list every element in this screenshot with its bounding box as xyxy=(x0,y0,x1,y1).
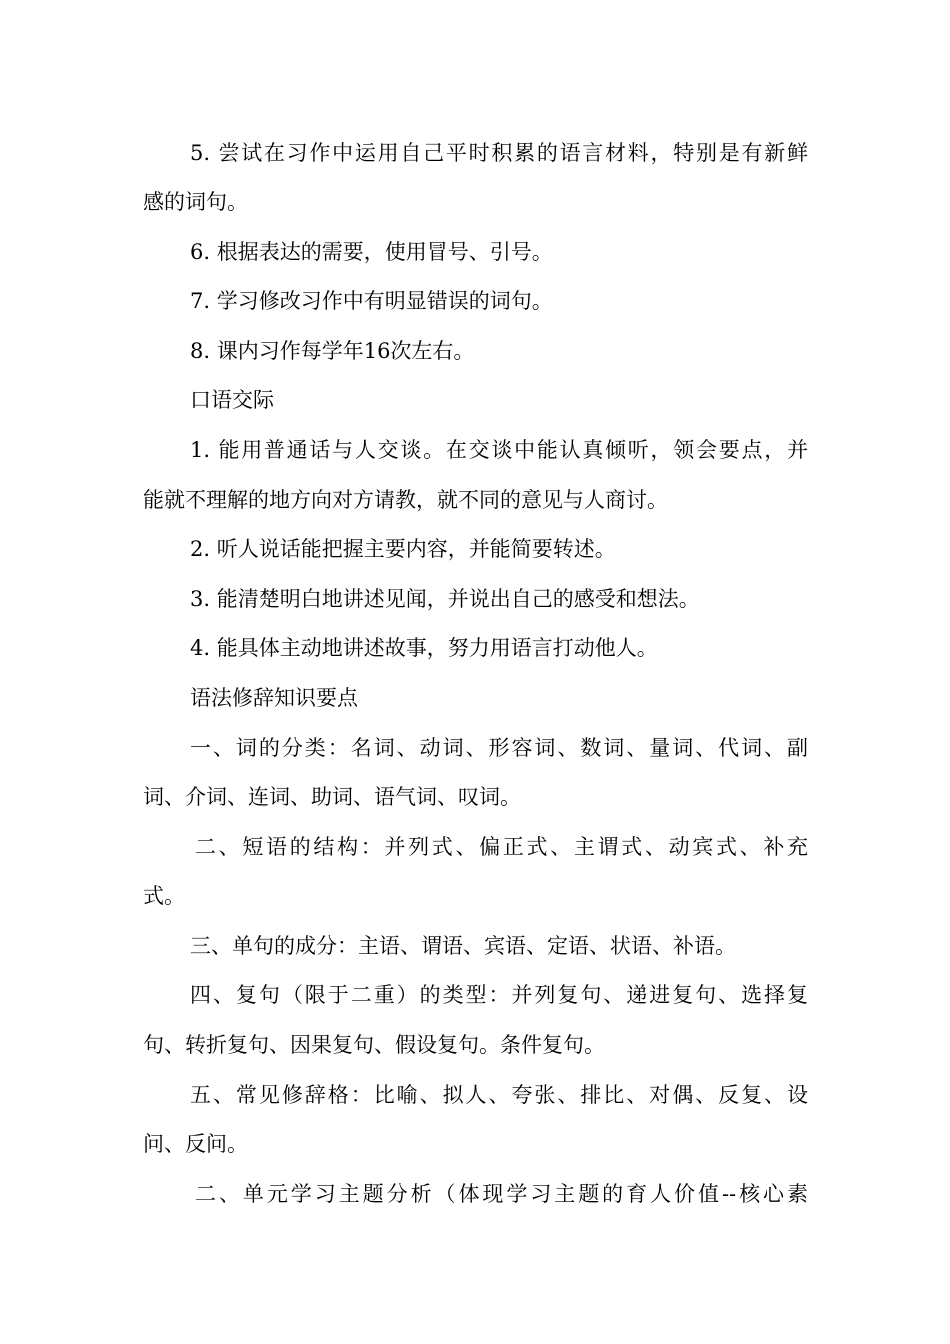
writing-item-5-line-1: 5. 尝试在习作中运用自己平时积累的语言材料，特别是有新鲜 xyxy=(190,141,808,165)
grammar-item-1-line-1: 一、词的分类：名词、动词、形容词、数词、量词、代词、副 xyxy=(190,736,808,760)
grammar-item-5-line-1: 五、常见修辞格：比喻、拟人、夸张、排比、对偶、反复、设 xyxy=(190,1083,808,1107)
grammar-item-2-line-1: 二、短语的结构：并列式、偏正式、主谓式、动宾式、补充 xyxy=(195,835,808,859)
grammar-item-2-line-2: 式。 xyxy=(143,884,185,908)
oral-item-1-line-2: 能就不理解的地方向对方请教，就不同的意见与人商讨。 xyxy=(143,488,668,512)
writing-item-6: 6. 根据表达的需要，使用冒号、引号。 xyxy=(190,240,553,264)
section-heading-oral: 口语交际 xyxy=(190,388,274,412)
section-heading-grammar: 语法修辞知识要点 xyxy=(190,686,358,710)
grammar-item-4-line-1: 四、复句（限于二重）的类型：并列复句、递进复句、选择复 xyxy=(190,983,808,1007)
writing-item-8: 8. 课内习作每学年16次左右。 xyxy=(190,339,475,363)
grammar-item-3: 三、单句的成分：主语、谓语、宾语、定语、状语、补语。 xyxy=(190,934,736,958)
grammar-item-1-line-2: 词、介词、连词、助词、语气词、叹词。 xyxy=(143,785,521,809)
grammar-item-4-line-2: 句、转折复句、因果复句、假设复句。条件复句。 xyxy=(143,1033,605,1057)
oral-item-4: 4. 能具体主动地讲述故事，努力用语言打动他人。 xyxy=(190,636,658,660)
oral-item-1-line-1: 1. 能用普通话与人交谈。在交谈中能认真倾听，领会要点，并 xyxy=(190,438,808,462)
section-heading-unit-analysis: 二、单元学习主题分析（体现学习主题的育人价值--核心素 xyxy=(195,1182,808,1206)
oral-item-2: 2. 听人说话能把握主要内容，并能简要转述。 xyxy=(190,537,616,561)
grammar-item-5-line-2: 问、反问。 xyxy=(143,1132,248,1156)
oral-item-3: 3. 能清楚明白地讲述见闻，并说出自己的感受和想法。 xyxy=(190,587,700,611)
writing-item-7: 7. 学习修改习作中有明显错误的词句。 xyxy=(190,289,553,313)
writing-item-5-line-2: 感的词句。 xyxy=(143,190,248,214)
